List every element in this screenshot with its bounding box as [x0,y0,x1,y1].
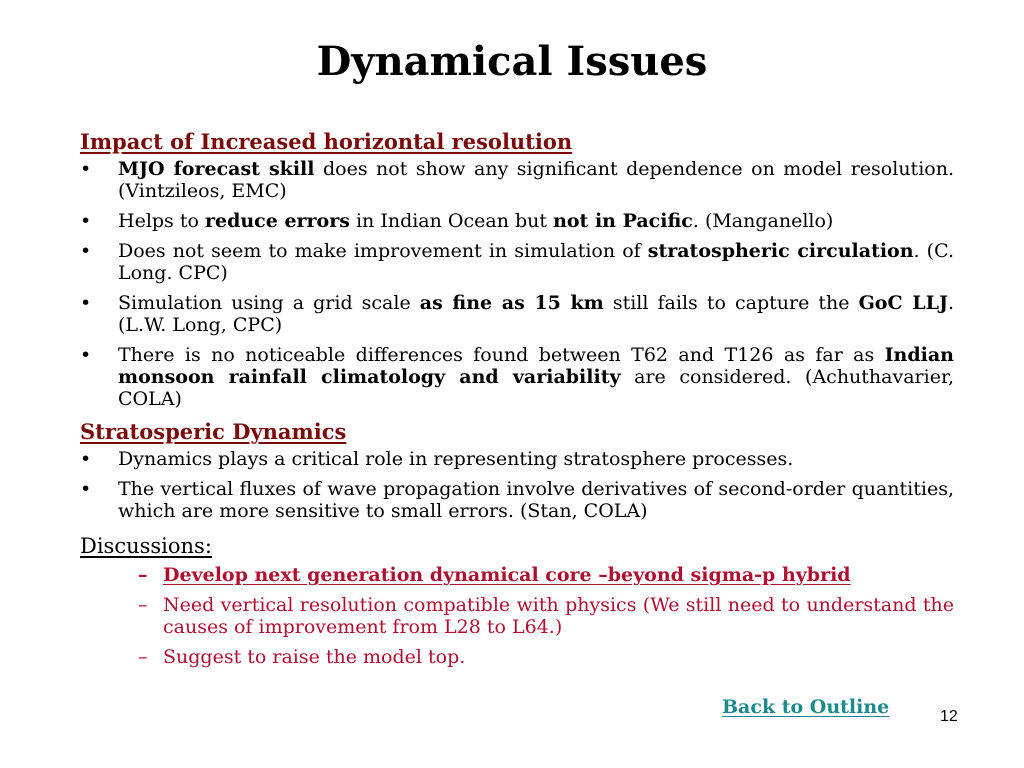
dash-marker: – [138,594,148,616]
section-heading-discussions: Discussions: [80,534,212,558]
bullet-marker: • [80,210,92,232]
list-item [80,292,954,336]
text: Dynamics plays a critical role in representing stratosphere processes. [118,448,794,470]
bullet-marker: • [80,292,92,314]
bullet-marker: • [80,448,92,470]
bold-text: MJO forecast skill [118,158,315,180]
text: Develop next generation dynamical core –beyond sigma-p hybrid [163,564,851,586]
bullet-marker: • [80,344,92,366]
section-heading-stratospheric: Stratosperic Dynamics [80,419,347,444]
list-item [80,158,954,202]
text: Need vertical resolution compatible with physics (We still need to understand the causes of improvement from L28 to L64.) [163,594,954,638]
dash-marker: – [138,564,148,586]
text: Simulation using a grid scale [118,292,420,314]
list-item [80,448,954,470]
list-item [80,594,954,638]
text: Suggest to raise the model top. [163,646,466,668]
bold-text: GoC LLJ [858,292,948,314]
list-item [80,478,954,522]
bold-text: Indian monsoon rainfall climatology and variability [118,344,954,388]
text: in Indian Ocean but [349,210,554,232]
list-item [80,646,954,668]
bold-text: as fine as 15 km [419,292,604,314]
list-item [80,210,954,232]
list-item [80,240,954,284]
text: There is no noticeable differences found between T62 and T126 as far as [118,344,885,366]
dash-marker: – [138,646,148,668]
bold-text: not in Pacific [553,210,693,232]
text: are considered. (Achuthavarier, COLA) [118,366,954,410]
back-to-outline-link[interactable]: Back to Outline [722,696,890,718]
bullet-marker: • [80,478,92,500]
text: . (C. Long. CPC) [118,240,954,284]
text: The vertical fluxes of wave propagation involve derivatives of second-order quantities, which are more sensitive to small errors. (Stan, COLA) [118,478,954,522]
section-heading-resolution: Impact of Increased horizontal resolution [80,129,573,154]
stratospheric-bullet-list [80,448,954,522]
text: does not show any significant dependence on model resolution. (Vintzileos, EMC) [118,158,954,202]
text: Does not seem to make improvement in simulation of [118,240,648,262]
slide-title: Dynamical Issues [316,38,708,85]
discussion-list [80,564,954,668]
text: still fails to capture the [603,292,859,314]
list-item [80,564,954,586]
bold-text: stratospheric circulation [647,240,914,262]
bold-text: reduce errors [204,210,350,232]
text: . (Manganello) [692,210,834,232]
resolution-bullet-list [80,158,954,410]
bullet-marker: • [80,240,92,262]
list-item [80,344,954,410]
text: . (L.W. Long, CPC) [118,292,954,336]
text: Helps to [118,210,205,232]
page-number: 12 [940,708,958,725]
slide-content [80,128,954,676]
bullet-marker: • [80,158,92,180]
